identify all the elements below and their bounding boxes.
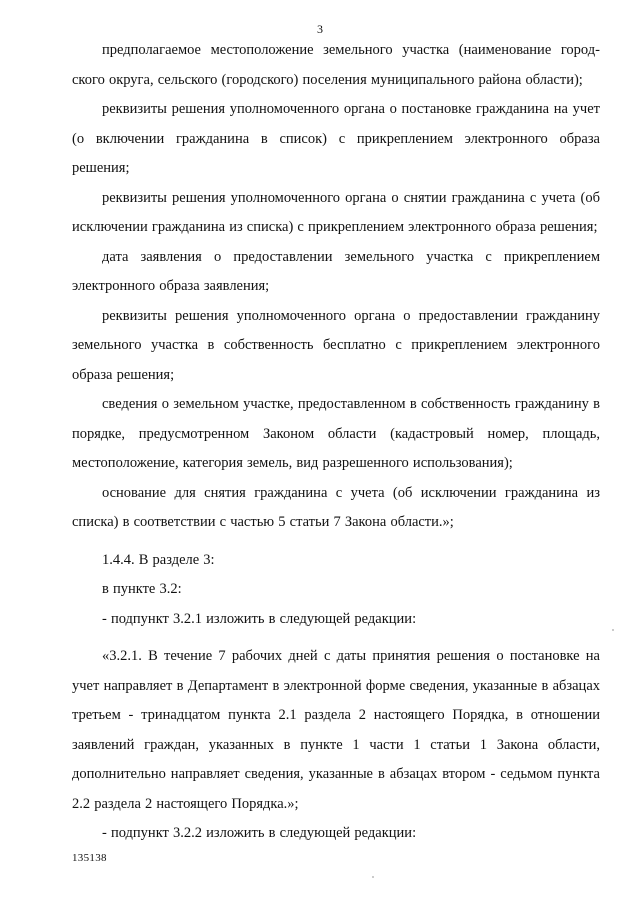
scan-speck: [612, 629, 614, 631]
paragraph-land-plot-info: сведения о земельном участке, предоставленном в собственность гражданину в порядке, предусмотренном Законом области (кадастровый номер, площадь, местоположение, категория земель, вид разрешенного использования);: [72, 396, 600, 471]
paragraph-registration-decision: реквизиты решения уполномоченного органа о постановке гражданина на учет (о включении гражданина в список) с прикреплением электронного образа решения;: [72, 101, 600, 176]
paragraph-subclause-321-text: «3.2.1. В течение 7 рабочих дней с даты принятия решения о постановке на учет направляет в Департамент в электронной форме сведения, указанные в абзацах третьем - тринадцатом пункта 2.1 раздела 2 настоящего Порядка, в отношении заявлений граждан, указанных в пункте 1 части 1 статьи 1 Закона области, дополнительно направляет сведения, указанные в абзацах втором - седьмом пункта 2.2 раздела 2 настоящего Порядка.»;: [72, 648, 600, 812]
page-number: 3: [317, 22, 323, 36]
document-body: [72, 36, 600, 849]
paragraph-clause-heading: в пункте 3.2:: [102, 581, 182, 597]
scan-speck: [372, 876, 374, 878]
paragraph-subclause-322-intro: - подпункт 3.2.2 изложить в следующей редакции:: [102, 825, 417, 841]
paragraph-location: предполагаемое местоположение земельного участка (наименование городского округа, сельского (городского) поселения муниципального района области);: [72, 42, 600, 88]
paragraph-deregistration-decision: реквизиты решения уполномоченного органа о снятии гражданина с учета (об исключении гражданина из списка) с прикреплением электронного образа решения;: [72, 189, 600, 235]
paragraph-grant-decision: реквизиты решения уполномоченного органа о предоставлении гражданину земельного участка в собственность бесплатно с прикреплением электронного образа решения;: [72, 307, 600, 383]
paragraph-section-heading: 1.4.4. В разделе 3:: [102, 551, 215, 568]
paragraph-subclause-321-intro: - подпункт 3.2.1 изложить в следующей редакции:: [102, 610, 417, 627]
paragraph-deregistration-grounds: основание для снятия гражданина с учета (об исключении гражданина из списка) в соответствии с частью 5 статьи 7 Закона области.»;: [72, 484, 600, 530]
paragraph-application-date: дата заявления о предоставлении земельного участка с прикреплением электронного образа заявления;: [72, 248, 600, 294]
document-id: 135138: [72, 852, 107, 864]
